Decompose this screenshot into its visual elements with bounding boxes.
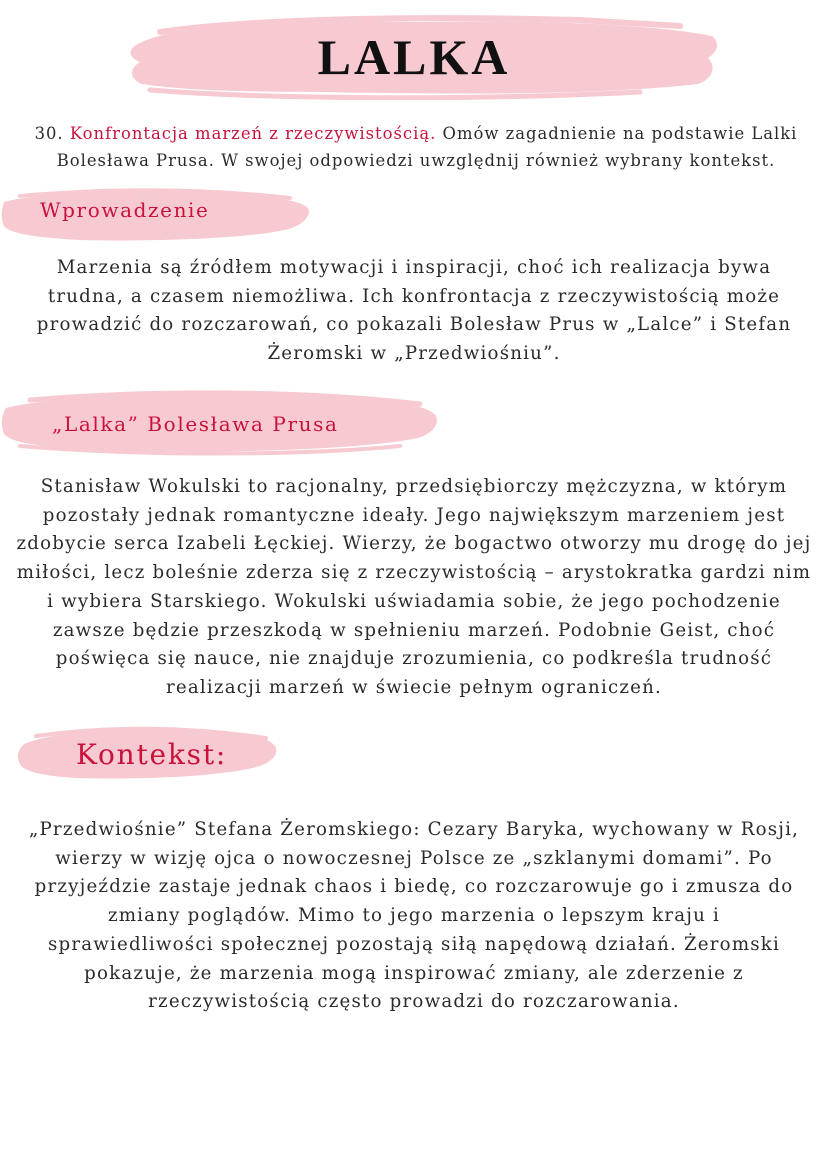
intro-paragraph: Marzenia są źródłem motywacji i inspiracji, choć ich realizacja bywa trudna, a czasem niemożliwa. Ich konfrontacja z rzeczywistością może prowadzić do rozczarowań, co pokazali Bolesław Prus w „Lalce” i Stefan Żeromski w „Przedwiośniu”. <box>36 257 792 365</box>
lalka-heading: „Lalka” Bolesława Prusa <box>52 412 339 436</box>
lalka-paragraph: Stanisław Wokulski to racjonalny, przedsiębiorczy mężczyzna, w którym pozostały jednak romantyczne ideały. Jego największym marzeniem jest zdobycie serca Izabeli Łęckiej. Wierzy, że bogactwo otworzy mu drogę do jej miłości, lecz boleśnie zderza się z rzeczywistością – arystokratka gardzi nim i wybiera Starskiego. Wokulski uświadamia sobie, że jego pochodzenie zawsze będzie przeszkodą w spełnieniu marzeń. Podobnie Geist, choć poświęca się nauce, nie znajduje zrozumienia, co podkreśla trudność realizacji marzeń w świecie pełnym ograniczeń. <box>16 476 812 698</box>
intro-heading: Wprowadzenie <box>40 198 210 222</box>
context-paragraph: „Przedwiośnie” Stefana Żeromskiego: Cezary Baryka, wychowany w Rosji, wierzy w wizję ojca o nowoczesnej Polsce ze „szklanymi domami”. Po przyjeździe zastaje jednak chaos i biedę, co rozczarowuje go i zmusza do zmiany poglądów. Mimo to jego marzenia o lepszym kraju i sprawiedliwości społecznej pozostają siłą napędową działań. Żeromski pokazuje, że marzenia mogą inspirować zmiany, ale zderzenie z rzeczywistością często prowadzi do rozczarowania. <box>28 819 800 1013</box>
page-title: LALKA <box>317 29 511 85</box>
context-heading: Kontekst: <box>76 738 228 771</box>
prompt-topic: Konfrontacja marzeń z rzeczywistością. <box>69 124 437 143</box>
prompt-instructions: Omów zagadnienie na podstawie Lalki Bolesława Prusa. W swojej odpowiedzi uwzględnij również wybrany kontekst. <box>56 124 798 170</box>
prompt-number: 30. <box>34 124 64 143</box>
assignment-prompt <box>22 120 810 174</box>
